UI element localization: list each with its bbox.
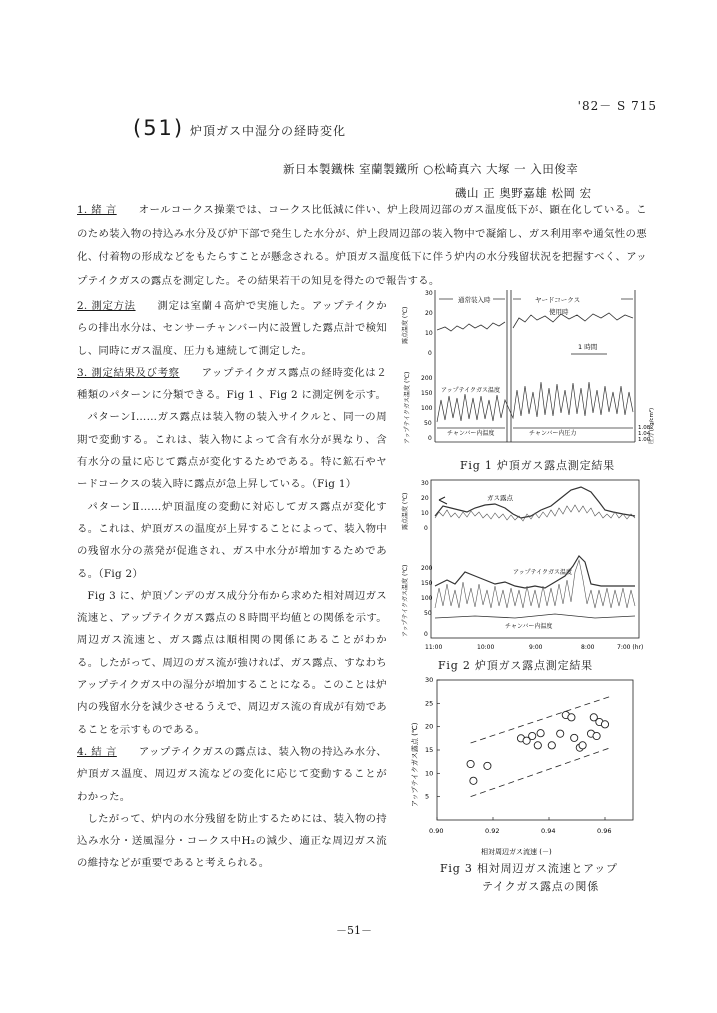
fig3-xlabel: 相対周辺ガス流速 (－) bbox=[481, 848, 552, 856]
fig1-label-chamber-temp: チャンバー内温度 bbox=[447, 430, 495, 437]
fig3-data-point bbox=[568, 714, 575, 721]
fig1-ytick: 200 bbox=[421, 375, 433, 382]
fig3-ytick-label: 25 bbox=[425, 699, 434, 708]
fig3-caption-line-1: Fig 3 相対周辺ガス流速とアップ bbox=[440, 862, 618, 875]
fig3-data-point bbox=[571, 734, 578, 741]
report-code: '82－ S 715 bbox=[577, 99, 657, 113]
fig3-xtick-label: 0.96 bbox=[597, 827, 612, 835]
fig2-xtick: 9:00 bbox=[529, 644, 543, 651]
fig2-ylabel-top: 露点温度 (℃) bbox=[402, 492, 409, 530]
fig3-data-point bbox=[548, 742, 555, 749]
fig2-label-upt: アップテイクガス温度 bbox=[513, 569, 573, 576]
fig3-xtick-label: 0.94 bbox=[541, 827, 556, 835]
section-2-heading: 2. 測定方法 bbox=[77, 300, 136, 312]
fig2-ytick: 150 bbox=[421, 580, 433, 587]
fig1-ytick: 10 bbox=[425, 330, 433, 337]
fig3-data-point bbox=[601, 721, 608, 728]
fig2-ytick: 50 bbox=[424, 610, 432, 617]
fig3-ytick-label: 20 bbox=[425, 722, 434, 731]
fig3-caption-line-2: テイクガス露点の関係 bbox=[482, 880, 600, 893]
fig2-xtick: 11:00 bbox=[425, 644, 443, 651]
fig1-ylabel-top: 露点温度 (℃) bbox=[402, 306, 409, 344]
figure-2 bbox=[395, 472, 655, 657]
fig1-ytick: 50 bbox=[424, 420, 432, 427]
fig3-band-lower bbox=[471, 748, 611, 797]
section-introduction bbox=[77, 199, 647, 293]
section-1-text: オールコークス操業では、コークス比低減に伴い、炉上段周辺部のガス温度低下が、顕在化している。このため装入物の持込み水分及び炉下部で発生した水分が、炉上段周辺部の装入物中で凝縮し、ガス利用率や通気性の悪化、付着物の形成などをもたらすことが懸念される。炉頂ガス温度低下に伴う炉内の水分残留状況を把握すべく、アップテイクガスの露点を測定した。その結果若干の知見を得たので報告する。 bbox=[77, 204, 647, 287]
fig3-data-point bbox=[593, 732, 600, 739]
affiliation-line-1: 新日本製鐵株 室蘭製鐵所 ○松崎真六 大塚 一 入田俊幸 bbox=[283, 162, 579, 176]
fig2-chamber-line bbox=[435, 614, 635, 618]
affiliation-line-2: 磯山 正 奥野嘉雄 松岡 宏 bbox=[455, 186, 592, 200]
fig1-label-chamber-press: チャンバー内圧力 bbox=[529, 430, 577, 437]
fig2-xtick: 8:00 bbox=[581, 644, 595, 651]
fig1-ytick: 30 bbox=[425, 290, 433, 297]
section-3-heading: 3. 測定結果及び考察 bbox=[77, 366, 180, 379]
left-column bbox=[77, 295, 387, 875]
fig3-data-point bbox=[537, 730, 544, 737]
fig2-ytick: 100 bbox=[421, 595, 433, 602]
fig2-xtick: 7:00 (hr) bbox=[617, 644, 644, 651]
fig2-ytick: 10 bbox=[421, 510, 429, 517]
pattern-1-paragraph: パターンⅠ……ガス露点は装入物の装入サイクルと、同一の周期で変動する。これは、装入物によって含有水分が異なり、含有水分の量に応じて露点が変化するためである。特に鉱石やヤードコークスの装入時に露点が急上昇している。（Fig 1） bbox=[77, 411, 387, 491]
fig2-ytick: 0 bbox=[424, 525, 428, 532]
section-4-text: アップテイクガスの露点は、装入物の持込み水分、炉頂ガス温度、周辺ガス流などの変化に応じて変動することがわかった。 bbox=[77, 745, 387, 803]
fig2-label-chamber: チャンバー内温度 bbox=[505, 623, 553, 630]
fig1-ytick: 20 bbox=[425, 310, 433, 317]
fig1-ytick: 0 bbox=[428, 435, 432, 442]
fig1-dew-trace-yard bbox=[513, 313, 633, 328]
fig3-xtick-label: 0.90 bbox=[429, 827, 444, 835]
page-number: －51－ bbox=[336, 924, 372, 937]
fig2-ytick: 20 bbox=[421, 495, 429, 502]
fig2-ytick: 30 bbox=[421, 480, 429, 487]
fig1-press-label: 圧力 (kg/cm²) bbox=[649, 407, 655, 444]
fig3-xtick-label: 0.92 bbox=[485, 827, 500, 835]
fig3-ylabel: アップテイクガス露点 (℃) bbox=[411, 722, 419, 807]
fig1-label-1h: 1 時間 bbox=[578, 343, 598, 351]
section-1-heading: 1. 緒 言 bbox=[77, 204, 117, 216]
fig3-data-point bbox=[534, 742, 541, 749]
fig3-ytick-label: 30 bbox=[425, 676, 434, 684]
fig1-ytick: 100 bbox=[421, 405, 433, 412]
fig1-press-tick: 1.00 bbox=[638, 437, 651, 443]
section-3-text: アップテイクガス露点の経時変化は２種類のパターンに分類できる。Fig 1 、Fig 2 に測定例を示す。 bbox=[77, 366, 387, 402]
fig3-paragraph: Fig 3 に、炉頂ゾンデのガス成分分布から求めた相対周辺ガス流速と、アップテイクガス露点の８時間平均値との関係を示す。周辺ガス流速と、ガス露点は順相関の関係にあることがわかる。したがって、周辺のガス流が強ければ、ガス露点、すなわちアップテイクガス中の湿分が増加することになる。このことは炉内の残留水分を減少させるうえで、周辺ガス流の育成が有効であることを示すものである。 bbox=[77, 589, 387, 736]
fig1-ytick: 150 bbox=[421, 390, 433, 397]
fig1-label-upt: アップテイクガス温度 bbox=[441, 387, 501, 394]
pattern-2-paragraph: パターンⅡ……炉頂温度の変動に対応してガス露点が変化する。これは、炉頂ガスの温度が上昇することによって、装入物中の残留水分の蒸発が促進され、ガス中水分が増加するためである。（Fig 2） bbox=[77, 500, 387, 580]
fig2-uptake-raw bbox=[435, 560, 635, 608]
fig3-data-point bbox=[484, 762, 491, 769]
fig1-dew-trace-normal bbox=[437, 322, 505, 331]
section-4-heading: 4. 結 言 bbox=[77, 745, 117, 758]
fig2-label-dew: ガス露点 bbox=[487, 494, 513, 502]
fig1-press-tick: 1.04 bbox=[638, 431, 651, 437]
fig2-xtick: 10:00 bbox=[477, 644, 495, 651]
figure-3-scatter bbox=[395, 672, 655, 857]
fig2-ytick: 200 bbox=[421, 565, 433, 572]
fig1-label-use: 使用時 bbox=[549, 308, 569, 316]
fig3-ytick-label: 15 bbox=[425, 746, 434, 754]
fig2-dew-raw bbox=[435, 505, 635, 521]
fig2-caption: Fig 2 炉頂ガス露点測定結果 bbox=[438, 659, 593, 672]
fig3-data-point bbox=[529, 732, 536, 739]
figure-1 bbox=[395, 282, 655, 447]
fig1-ylabel-mid: アップテイクガス温度 (℃) bbox=[404, 371, 411, 444]
fig3-ytick-label: 5 bbox=[425, 792, 430, 801]
fig1-caption: Fig 1 炉頂ガス露点測定結果 bbox=[460, 459, 615, 472]
fig3-data-point bbox=[557, 730, 564, 737]
fig3-ytick-label: 10 bbox=[425, 769, 434, 778]
conclusion-paragraph: したがって、炉内の水分残留を防止するためには、装入物の持込み水分・送風湿分・コークス中H₂の減少、適正な周辺ガス流の維持などが重要であると考えられる。 bbox=[77, 812, 387, 870]
fig3-data-point bbox=[470, 777, 477, 784]
fig1-press-tick: 1.08 bbox=[638, 425, 651, 431]
fig3-data-point bbox=[579, 742, 586, 749]
paper-title: 炉頂ガス中湿分の経時変化 bbox=[190, 124, 347, 138]
fig1-label-normal: 通常装入時 bbox=[458, 296, 491, 304]
fig2-ylabel-bottom: アップテイクガス温度 (℃) bbox=[402, 564, 409, 637]
paper-number: (51) bbox=[133, 116, 185, 140]
fig2-ytick: 0 bbox=[424, 631, 428, 638]
section-2-text: 測定は室蘭４高炉で実施した。アップテイクからの排出水分は、センサーチャンバー内に設置した露点計で検知し、同時にガス温度、圧力も連続して測定した。 bbox=[77, 300, 387, 357]
fig1-ytick: 0 bbox=[428, 350, 432, 357]
fig1-label-yard: ヤードコークス bbox=[535, 296, 581, 304]
fig3-data-point bbox=[467, 760, 474, 767]
